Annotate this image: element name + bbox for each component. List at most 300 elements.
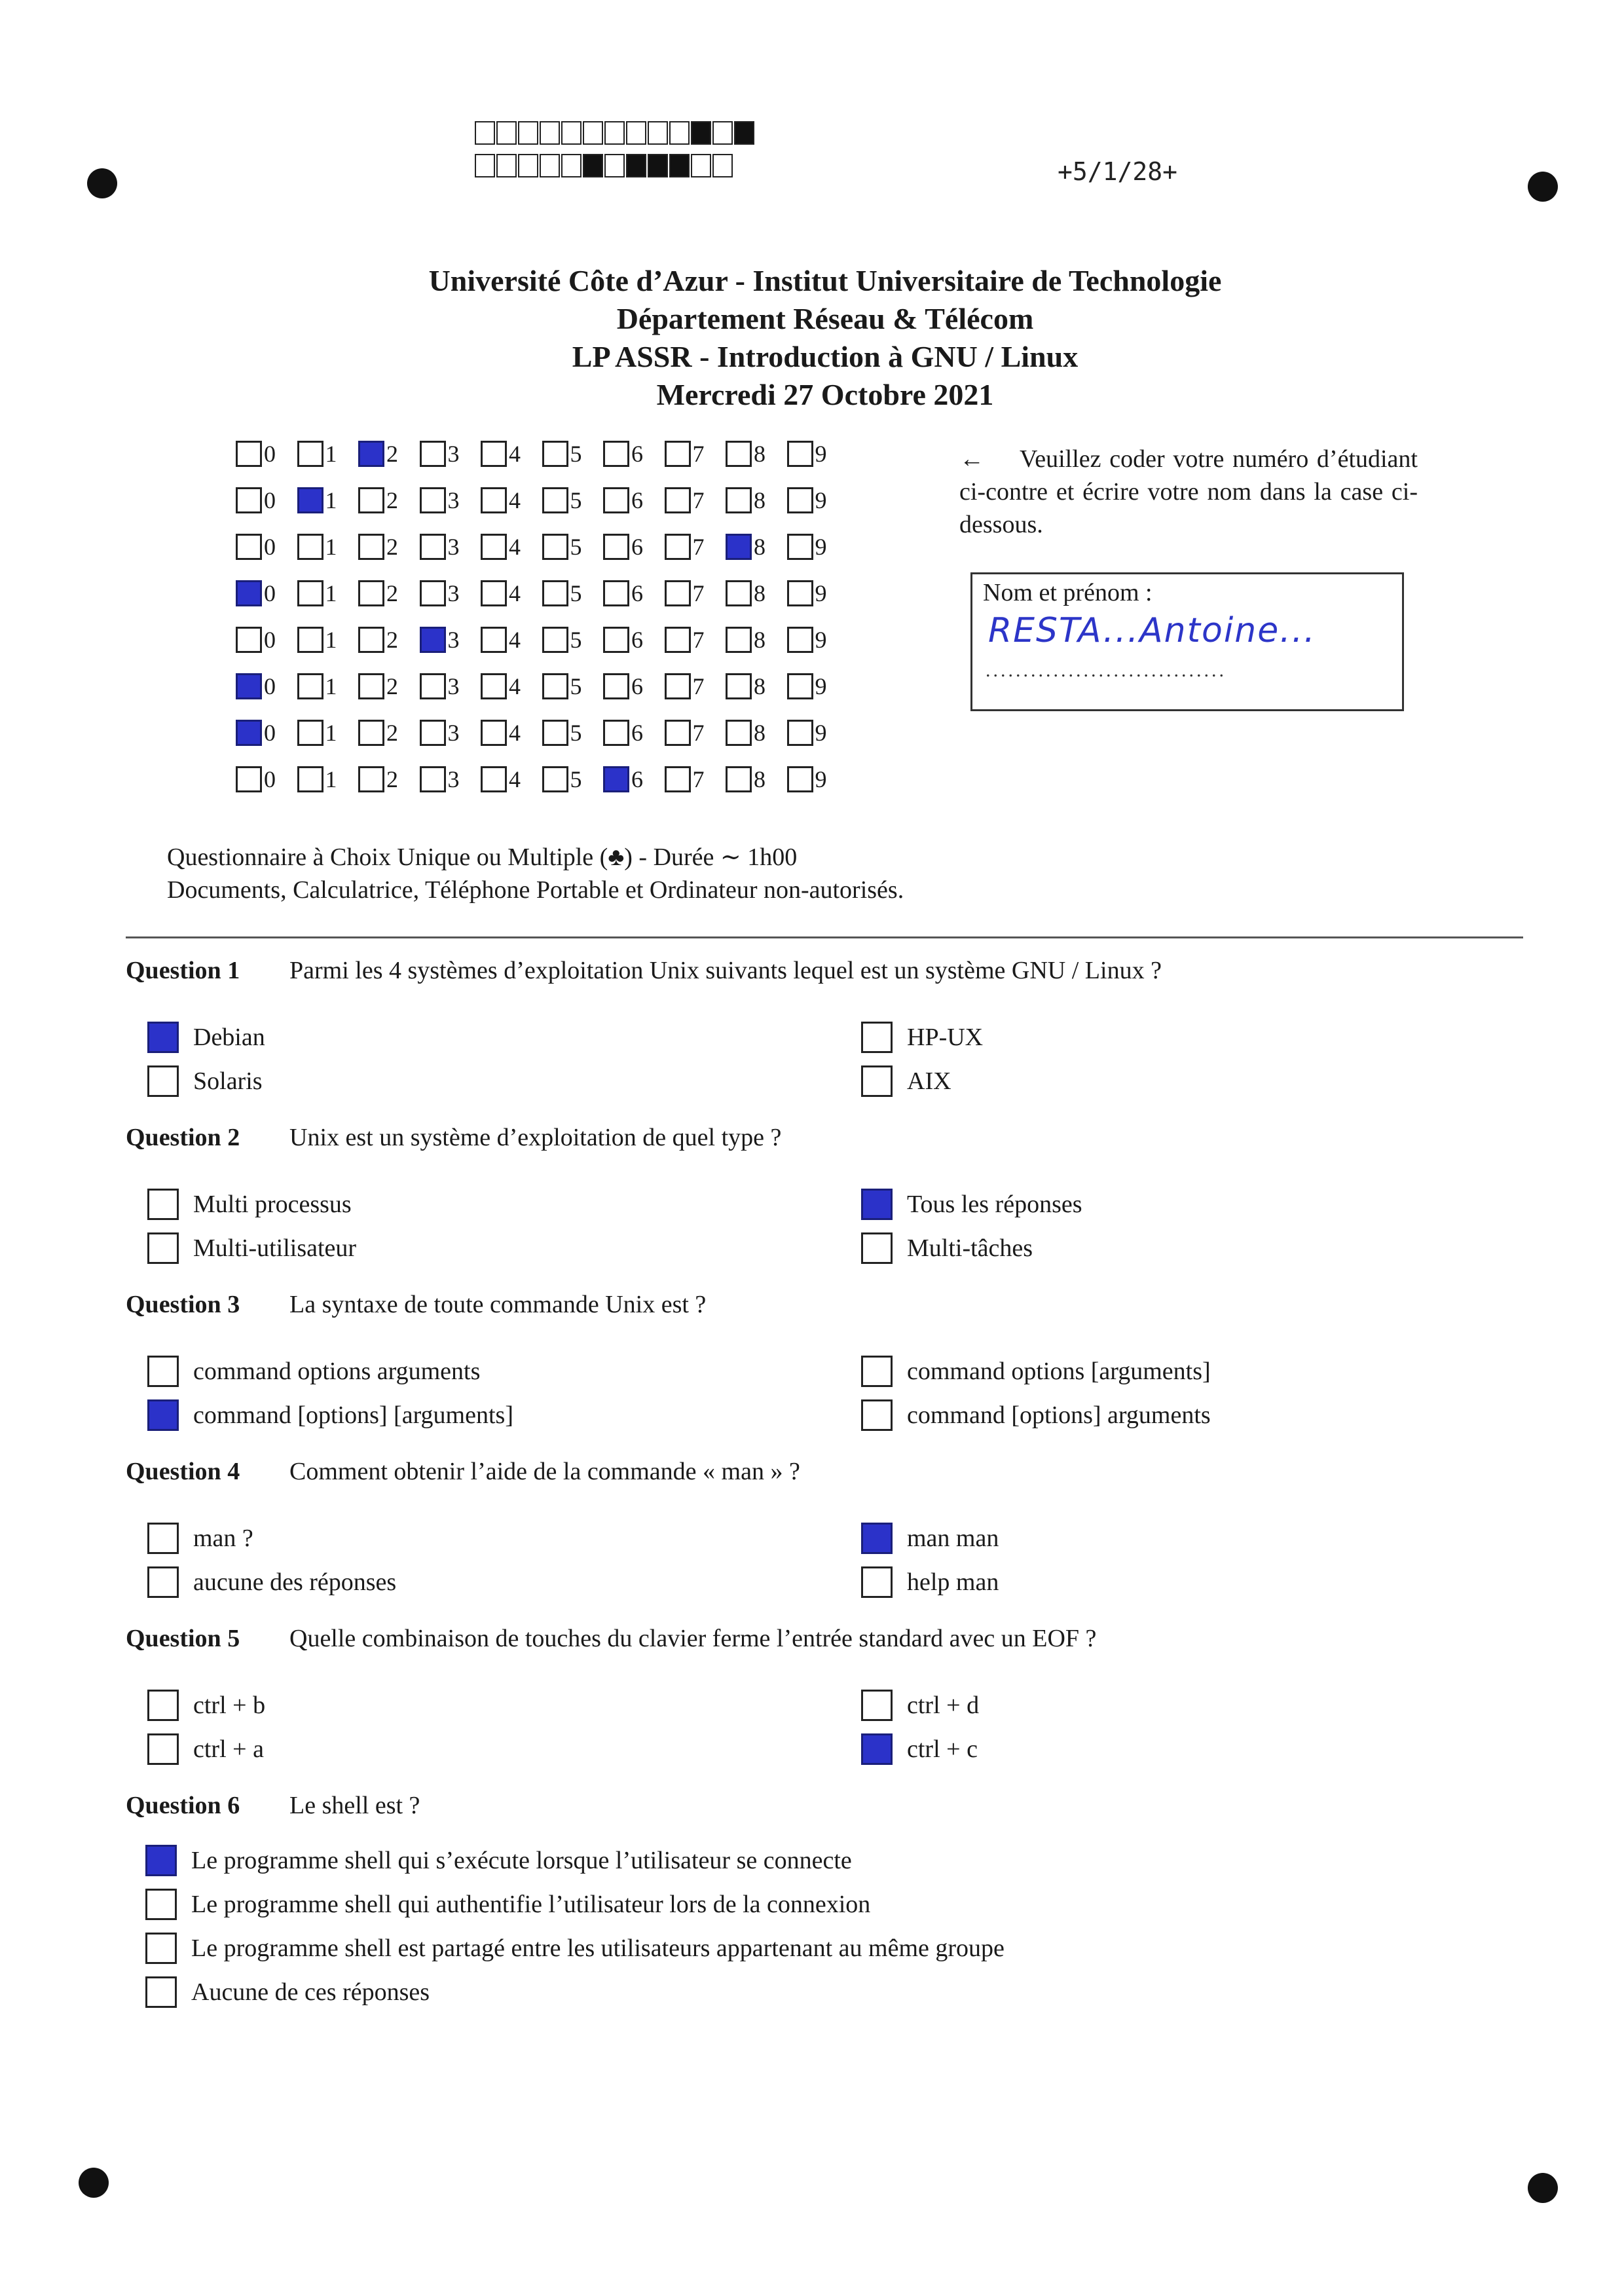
barcode-cell bbox=[583, 121, 603, 145]
digit-cell bbox=[297, 580, 359, 607]
digit-checkbox[interactable] bbox=[787, 441, 813, 467]
digit-cell bbox=[297, 766, 359, 793]
digit-cell bbox=[665, 533, 726, 561]
digit-label: 3 bbox=[447, 441, 460, 467]
answer-option[interactable] bbox=[861, 1566, 999, 1598]
answer-label: Multi processus bbox=[193, 1191, 352, 1218]
answer-option[interactable] bbox=[147, 1399, 513, 1431]
digit-label: 0 bbox=[264, 627, 276, 653]
digit-checkbox[interactable] bbox=[297, 627, 323, 653]
digit-cell bbox=[358, 626, 420, 654]
digit-label: 4 bbox=[509, 487, 521, 513]
question-header bbox=[126, 956, 1162, 985]
digit-checkbox[interactable] bbox=[603, 720, 629, 746]
digit-cell bbox=[787, 440, 849, 468]
answer-option[interactable] bbox=[147, 1733, 264, 1765]
digit-checkbox[interactable] bbox=[297, 673, 323, 699]
answer-checkbox[interactable] bbox=[145, 1933, 177, 1964]
answer-option[interactable] bbox=[147, 1232, 356, 1264]
digit-label: 1 bbox=[325, 673, 337, 699]
digit-cell bbox=[420, 440, 481, 468]
digit-checkbox[interactable] bbox=[726, 766, 752, 792]
digit-label: 7 bbox=[692, 441, 705, 467]
digit-label: 9 bbox=[815, 627, 827, 653]
digit-checkbox[interactable] bbox=[787, 720, 813, 746]
digit-label: 4 bbox=[509, 441, 521, 467]
digit-checkbox[interactable] bbox=[481, 673, 507, 699]
answer-option[interactable] bbox=[861, 1733, 978, 1765]
question-label: Question 2 bbox=[126, 1124, 240, 1151]
digit-cell bbox=[542, 487, 604, 514]
digit-cell bbox=[787, 766, 849, 793]
digit-cell bbox=[542, 440, 604, 468]
digit-label: 0 bbox=[264, 720, 276, 746]
digit-checkbox[interactable] bbox=[481, 766, 507, 792]
digit-cell bbox=[787, 719, 849, 747]
digit-label: 0 bbox=[264, 580, 276, 606]
digit-cell bbox=[236, 440, 297, 468]
student-grid-row bbox=[236, 626, 848, 673]
digit-checkbox[interactable] bbox=[420, 441, 446, 467]
answer-checkbox[interactable] bbox=[147, 1232, 179, 1264]
digit-checkbox[interactable] bbox=[236, 627, 262, 653]
digit-label: 2 bbox=[386, 534, 398, 560]
digit-checkbox[interactable] bbox=[726, 673, 752, 699]
digit-cell bbox=[236, 487, 297, 514]
barcode-cell bbox=[669, 154, 690, 177]
digit-checkbox[interactable] bbox=[481, 720, 507, 746]
answer-checkbox[interactable] bbox=[861, 1189, 893, 1220]
digit-checkbox[interactable] bbox=[358, 534, 384, 560]
digit-checkbox[interactable] bbox=[297, 720, 323, 746]
answer-checkbox[interactable] bbox=[145, 1889, 177, 1920]
answer-label: ctrl + b bbox=[193, 1692, 266, 1719]
divider bbox=[126, 936, 1523, 938]
digit-cell bbox=[665, 766, 726, 793]
answer-checkbox[interactable] bbox=[861, 1232, 893, 1264]
digit-checkbox[interactable] bbox=[542, 766, 568, 792]
digit-checkbox[interactable] bbox=[358, 441, 384, 467]
answer-option[interactable] bbox=[861, 1523, 999, 1554]
answer-checkbox[interactable] bbox=[147, 1065, 179, 1097]
digit-checkbox[interactable] bbox=[665, 580, 691, 606]
digit-label: 2 bbox=[386, 580, 398, 606]
digit-cell bbox=[236, 673, 297, 700]
digit-checkbox[interactable] bbox=[297, 580, 323, 606]
digit-label: 0 bbox=[264, 487, 276, 513]
digit-checkbox[interactable] bbox=[726, 720, 752, 746]
digit-label: 3 bbox=[447, 766, 460, 792]
digit-checkbox[interactable] bbox=[358, 627, 384, 653]
barcode-cell bbox=[475, 121, 495, 145]
answer-checkbox[interactable] bbox=[147, 1690, 179, 1721]
student-grid-row bbox=[236, 440, 848, 487]
answer-option[interactable] bbox=[147, 1356, 480, 1387]
digit-label: 5 bbox=[570, 580, 582, 606]
answer-label: ctrl + a bbox=[193, 1735, 264, 1763]
barcode-cell bbox=[540, 121, 560, 145]
answer-checkbox[interactable] bbox=[861, 1566, 893, 1598]
student-grid-row bbox=[236, 487, 848, 533]
digit-label: 7 bbox=[692, 487, 705, 513]
digit-checkbox[interactable] bbox=[236, 441, 262, 467]
digit-checkbox[interactable] bbox=[542, 627, 568, 653]
answer-option[interactable] bbox=[145, 1845, 852, 1876]
digit-cell bbox=[665, 580, 726, 607]
digit-cell bbox=[420, 626, 481, 654]
handwritten-name: RESTA...Antoine... bbox=[988, 611, 1316, 650]
question-header bbox=[126, 1624, 1096, 1653]
digit-checkbox[interactable] bbox=[542, 580, 568, 606]
digit-checkbox[interactable] bbox=[420, 487, 446, 513]
answer-checkbox[interactable] bbox=[861, 1065, 893, 1097]
digit-checkbox[interactable] bbox=[481, 487, 507, 513]
digit-label: 3 bbox=[447, 627, 460, 653]
answer-label: Multi-utilisateur bbox=[193, 1234, 357, 1262]
digit-cell bbox=[603, 580, 665, 607]
digit-label: 3 bbox=[447, 580, 460, 606]
digit-checkbox[interactable] bbox=[726, 580, 752, 606]
digit-cell bbox=[481, 719, 542, 747]
digit-checkbox[interactable] bbox=[420, 580, 446, 606]
answer-option[interactable] bbox=[145, 1933, 1005, 1964]
answer-label: man ? bbox=[193, 1525, 253, 1552]
digit-cell bbox=[542, 626, 604, 654]
digit-cell bbox=[787, 487, 849, 514]
digit-label: 5 bbox=[570, 441, 582, 467]
exam-info-line2: Documents, Calculatrice, Téléphone Portable et Ordinateur non-autorisés. bbox=[167, 876, 904, 904]
barcode-cell bbox=[626, 154, 646, 177]
answer-option[interactable] bbox=[861, 1399, 1211, 1431]
answer-label: help man bbox=[907, 1568, 999, 1596]
answer-checkbox[interactable] bbox=[145, 1845, 177, 1876]
answer-label: man man bbox=[907, 1525, 999, 1552]
answer-label: Tous les réponses bbox=[907, 1191, 1082, 1218]
digit-cell bbox=[665, 626, 726, 654]
digit-label: 8 bbox=[754, 580, 766, 606]
barcode-cell bbox=[583, 154, 603, 177]
digit-checkbox[interactable] bbox=[787, 627, 813, 653]
digit-label: 8 bbox=[754, 534, 766, 560]
digit-label: 6 bbox=[631, 487, 643, 513]
question-text: La syntaxe de toute commande Unix est ? bbox=[289, 1291, 707, 1318]
digit-checkbox[interactable] bbox=[603, 487, 629, 513]
answer-checkbox[interactable] bbox=[147, 1733, 179, 1765]
answer-option[interactable] bbox=[147, 1065, 263, 1097]
digit-checkbox[interactable] bbox=[481, 580, 507, 606]
digit-label: 0 bbox=[264, 766, 276, 792]
digit-label: 9 bbox=[815, 766, 827, 792]
barcode-cell bbox=[561, 121, 581, 145]
digit-checkbox[interactable] bbox=[726, 441, 752, 467]
digit-cell bbox=[358, 766, 420, 793]
answer-checkbox[interactable] bbox=[861, 1690, 893, 1721]
digit-label: 6 bbox=[631, 580, 643, 606]
digit-label: 3 bbox=[447, 534, 460, 560]
digit-checkbox[interactable] bbox=[481, 441, 507, 467]
digit-checkbox[interactable] bbox=[358, 766, 384, 792]
digit-checkbox[interactable] bbox=[665, 487, 691, 513]
student-grid-row bbox=[236, 766, 848, 812]
answer-checkbox[interactable] bbox=[145, 1976, 177, 2008]
barcode-cell bbox=[712, 154, 733, 177]
answer-option[interactable] bbox=[147, 1690, 265, 1721]
answer-checkbox[interactable] bbox=[147, 1399, 179, 1431]
digit-checkbox[interactable] bbox=[236, 673, 262, 699]
answer-option[interactable] bbox=[147, 1566, 396, 1598]
answer-option[interactable] bbox=[147, 1022, 265, 1053]
digit-cell bbox=[726, 440, 787, 468]
digit-cell bbox=[726, 673, 787, 700]
digit-cell bbox=[481, 626, 542, 654]
question-text: Quelle combinaison de touches du clavier ferme l’entrée standard avec un EOF ? bbox=[289, 1625, 1097, 1652]
digit-checkbox[interactable] bbox=[236, 580, 262, 606]
answer-option[interactable] bbox=[861, 1232, 1033, 1264]
digit-checkbox[interactable] bbox=[603, 580, 629, 606]
barcode-cell bbox=[691, 154, 711, 177]
answer-option[interactable] bbox=[861, 1065, 951, 1097]
answer-checkbox[interactable] bbox=[861, 1022, 893, 1053]
digit-checkbox[interactable] bbox=[358, 487, 384, 513]
question-header bbox=[126, 1123, 781, 1152]
digit-checkbox[interactable] bbox=[665, 441, 691, 467]
digit-checkbox[interactable] bbox=[726, 627, 752, 653]
digit-checkbox[interactable] bbox=[236, 766, 262, 792]
answer-label: command [options] [arguments] bbox=[193, 1401, 513, 1429]
digit-label: 1 bbox=[325, 487, 337, 513]
digit-checkbox[interactable] bbox=[665, 534, 691, 560]
answer-label: aucune des réponses bbox=[193, 1568, 397, 1596]
digit-cell bbox=[236, 626, 297, 654]
digit-label: 0 bbox=[264, 534, 276, 560]
digit-cell bbox=[420, 487, 481, 514]
digit-label: 0 bbox=[264, 441, 276, 467]
digit-label: 1 bbox=[325, 627, 337, 653]
student-grid-row bbox=[236, 533, 848, 580]
digit-cell bbox=[665, 487, 726, 514]
digit-checkbox[interactable] bbox=[236, 720, 262, 746]
digit-checkbox[interactable] bbox=[787, 534, 813, 560]
digit-cell bbox=[542, 533, 604, 561]
page-code: +5/1/28+ bbox=[1058, 157, 1178, 186]
digit-label: 1 bbox=[325, 766, 337, 792]
digit-label: 6 bbox=[631, 441, 643, 467]
digit-checkbox[interactable] bbox=[542, 720, 568, 746]
digit-checkbox[interactable] bbox=[420, 627, 446, 653]
digit-checkbox[interactable] bbox=[542, 487, 568, 513]
digit-checkbox[interactable] bbox=[542, 441, 568, 467]
answer-checkbox[interactable] bbox=[147, 1566, 179, 1598]
arrow-left-icon: ← bbox=[959, 445, 984, 473]
digit-label: 8 bbox=[754, 627, 766, 653]
answer-checkbox[interactable] bbox=[147, 1356, 179, 1387]
digit-checkbox[interactable] bbox=[420, 720, 446, 746]
digit-cell bbox=[726, 487, 787, 514]
digit-label: 3 bbox=[447, 720, 460, 746]
student-number-grid bbox=[236, 440, 848, 812]
digit-checkbox[interactable] bbox=[603, 534, 629, 560]
answer-checkbox[interactable] bbox=[861, 1523, 893, 1554]
barcode-cell bbox=[604, 154, 625, 177]
digit-checkbox[interactable] bbox=[420, 766, 446, 792]
digit-checkbox[interactable] bbox=[603, 766, 629, 792]
digit-label: 5 bbox=[570, 766, 582, 792]
digit-checkbox[interactable] bbox=[603, 441, 629, 467]
digit-cell bbox=[726, 766, 787, 793]
digit-cell bbox=[297, 719, 359, 747]
digit-label: 9 bbox=[815, 487, 827, 513]
digit-checkbox[interactable] bbox=[787, 580, 813, 606]
answer-checkbox[interactable] bbox=[147, 1022, 179, 1053]
barcode-cell bbox=[518, 121, 538, 145]
digit-checkbox[interactable] bbox=[236, 487, 262, 513]
digit-checkbox[interactable] bbox=[297, 534, 323, 560]
digit-label: 6 bbox=[631, 534, 643, 560]
answer-label: Debian bbox=[193, 1024, 265, 1051]
digit-label: 1 bbox=[325, 534, 337, 560]
answer-checkbox[interactable] bbox=[147, 1189, 179, 1220]
digit-checkbox[interactable] bbox=[665, 720, 691, 746]
digit-cell bbox=[603, 766, 665, 793]
digit-label: 4 bbox=[509, 534, 521, 560]
digit-checkbox[interactable] bbox=[297, 766, 323, 792]
digit-checkbox[interactable] bbox=[787, 673, 813, 699]
barcode-bottom bbox=[475, 154, 734, 177]
answer-option[interactable] bbox=[861, 1356, 1211, 1387]
answer-option[interactable] bbox=[861, 1189, 1082, 1220]
digit-cell bbox=[420, 766, 481, 793]
digit-cell bbox=[358, 533, 420, 561]
answer-option[interactable] bbox=[147, 1189, 352, 1220]
answer-label: command options [arguments] bbox=[907, 1358, 1211, 1385]
digit-checkbox[interactable] bbox=[420, 673, 446, 699]
digit-cell bbox=[297, 626, 359, 654]
digit-cell bbox=[481, 440, 542, 468]
question-label: Question 3 bbox=[126, 1291, 240, 1318]
digit-cell bbox=[542, 673, 604, 700]
title-line-course: LP ASSR - Introduction à GNU / Linux bbox=[572, 340, 1079, 373]
digit-cell bbox=[542, 580, 604, 607]
digit-cell bbox=[236, 719, 297, 747]
digit-cell bbox=[481, 487, 542, 514]
digit-label: 5 bbox=[570, 487, 582, 513]
name-box[interactable] bbox=[970, 572, 1404, 711]
digit-checkbox[interactable] bbox=[726, 534, 752, 560]
barcode-cell bbox=[604, 121, 625, 145]
digit-label: 9 bbox=[815, 720, 827, 746]
digit-checkbox[interactable] bbox=[236, 534, 262, 560]
answer-option[interactable] bbox=[147, 1523, 253, 1554]
digit-cell bbox=[787, 533, 849, 561]
question-text: Parmi les 4 systèmes d’exploitation Unix suivants lequel est un système GNU / Linux ? bbox=[289, 957, 1162, 984]
digit-label: 5 bbox=[570, 673, 582, 699]
registration-mark-top-right bbox=[1528, 172, 1558, 202]
digit-label: 8 bbox=[754, 487, 766, 513]
barcode-cell bbox=[540, 154, 560, 177]
digit-checkbox[interactable] bbox=[297, 487, 323, 513]
digit-label: 7 bbox=[692, 627, 705, 653]
answer-option[interactable] bbox=[145, 1976, 430, 2008]
digit-label: 6 bbox=[631, 766, 643, 792]
digit-cell bbox=[603, 719, 665, 747]
digit-checkbox[interactable] bbox=[542, 534, 568, 560]
answer-checkbox[interactable] bbox=[861, 1733, 893, 1765]
digit-checkbox[interactable] bbox=[787, 766, 813, 792]
digit-checkbox[interactable] bbox=[603, 627, 629, 653]
digit-checkbox[interactable] bbox=[481, 534, 507, 560]
answer-checkbox[interactable] bbox=[147, 1523, 179, 1554]
barcode-top bbox=[475, 121, 756, 145]
barcode-cell bbox=[669, 121, 690, 145]
digit-checkbox[interactable] bbox=[358, 580, 384, 606]
digit-label: 3 bbox=[447, 673, 460, 699]
question-label: Question 1 bbox=[126, 957, 240, 984]
digit-label: 2 bbox=[386, 766, 398, 792]
digit-checkbox[interactable] bbox=[726, 487, 752, 513]
answer-label: Multi-tâches bbox=[907, 1234, 1033, 1262]
digit-cell bbox=[297, 487, 359, 514]
digit-cell bbox=[665, 440, 726, 468]
digit-checkbox[interactable] bbox=[358, 673, 384, 699]
digit-checkbox[interactable] bbox=[542, 673, 568, 699]
digit-checkbox[interactable] bbox=[358, 720, 384, 746]
answer-label: HP-UX bbox=[907, 1024, 984, 1051]
digit-checkbox[interactable] bbox=[481, 627, 507, 653]
digit-cell bbox=[358, 673, 420, 700]
digit-label: 1 bbox=[325, 441, 337, 467]
digit-label: 2 bbox=[386, 673, 398, 699]
digit-label: 7 bbox=[692, 534, 705, 560]
registration-mark-top-left bbox=[87, 168, 117, 198]
digit-label: 9 bbox=[815, 441, 827, 467]
digit-cell bbox=[297, 533, 359, 561]
digit-cell bbox=[787, 626, 849, 654]
digit-cell bbox=[358, 440, 420, 468]
digit-cell bbox=[726, 626, 787, 654]
exam-title bbox=[0, 262, 1624, 414]
digit-checkbox[interactable] bbox=[665, 627, 691, 653]
digit-label: 3 bbox=[447, 487, 460, 513]
question-header bbox=[126, 1791, 420, 1820]
answer-label: Le programme shell est partagé entre les utilisateurs appartenant au même groupe bbox=[191, 1935, 1005, 1962]
digit-cell bbox=[481, 673, 542, 700]
digit-cell bbox=[726, 533, 787, 561]
digit-checkbox[interactable] bbox=[603, 673, 629, 699]
question-label: Question 6 bbox=[126, 1792, 240, 1819]
answer-label: command options arguments bbox=[193, 1358, 481, 1385]
answer-option[interactable] bbox=[861, 1690, 979, 1721]
answer-option[interactable] bbox=[145, 1889, 870, 1920]
digit-label: 0 bbox=[264, 673, 276, 699]
digit-cell bbox=[420, 719, 481, 747]
digit-checkbox[interactable] bbox=[420, 534, 446, 560]
answer-checkbox[interactable] bbox=[861, 1356, 893, 1387]
digit-checkbox[interactable] bbox=[665, 673, 691, 699]
digit-checkbox[interactable] bbox=[787, 487, 813, 513]
digit-checkbox[interactable] bbox=[665, 766, 691, 792]
answer-checkbox[interactable] bbox=[861, 1399, 893, 1431]
digit-cell bbox=[603, 487, 665, 514]
digit-cell bbox=[542, 719, 604, 747]
answer-option[interactable] bbox=[861, 1022, 983, 1053]
digit-label: 4 bbox=[509, 766, 521, 792]
barcode-cell bbox=[648, 154, 668, 177]
digit-checkbox[interactable] bbox=[297, 441, 323, 467]
question-text: Unix est un système d’exploitation de quel type ? bbox=[289, 1124, 782, 1151]
digit-label: 2 bbox=[386, 627, 398, 653]
answer-label: Le programme shell qui authentifie l’utilisateur lors de la connexion bbox=[191, 1891, 871, 1918]
digit-label: 7 bbox=[692, 766, 705, 792]
